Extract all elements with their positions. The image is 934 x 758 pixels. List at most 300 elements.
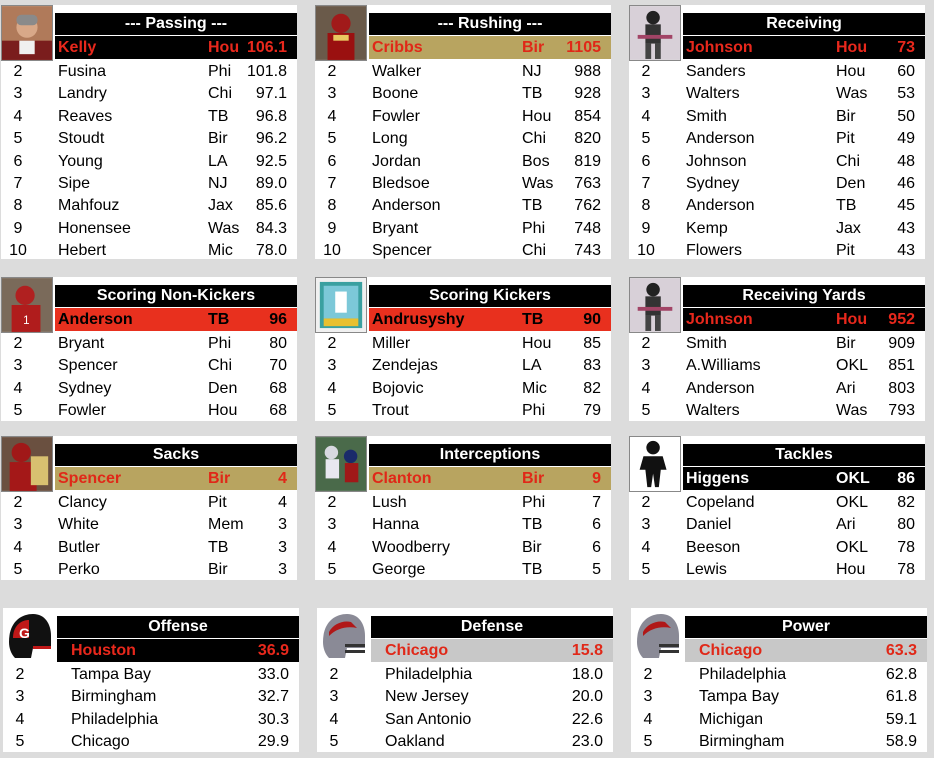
stat-value: 3 xyxy=(278,538,287,556)
rank: 4 xyxy=(13,379,23,397)
table-row[interactable] xyxy=(1,355,297,377)
stat-value: 793 xyxy=(888,402,915,420)
player-name: Hanna xyxy=(372,516,420,534)
stat-value: 4 xyxy=(278,494,287,511)
leader-row[interactable] xyxy=(683,308,925,331)
helmet-icon xyxy=(3,608,55,664)
player-photo-icon xyxy=(1,277,53,333)
player-photo-icon xyxy=(629,5,681,61)
table-row[interactable] xyxy=(1,218,297,240)
team: Bir xyxy=(208,130,228,148)
table-row[interactable] xyxy=(629,195,925,217)
team: Phi xyxy=(522,219,546,237)
table-row[interactable] xyxy=(629,106,925,128)
stat-value: 20.0 xyxy=(571,688,603,706)
table-row[interactable] xyxy=(629,378,925,400)
table-row[interactable] xyxy=(1,128,297,150)
leader-row[interactable] xyxy=(369,36,611,59)
table-row[interactable] xyxy=(315,83,611,105)
table-row[interactable] xyxy=(3,731,299,753)
player-name: Long xyxy=(372,130,408,148)
table-row[interactable] xyxy=(315,218,611,240)
player-name: Miller xyxy=(372,335,411,352)
receiving-panel xyxy=(629,5,925,259)
table-row[interactable] xyxy=(629,240,925,262)
player-name: Bledsoe xyxy=(372,174,430,192)
stat-value: 59.1 xyxy=(885,710,917,728)
stat-value: 58.9 xyxy=(885,733,917,751)
table-row[interactable] xyxy=(629,537,925,559)
svg-text:G: G xyxy=(19,625,30,641)
player-name: Butler xyxy=(58,538,100,556)
table-row[interactable] xyxy=(631,731,927,753)
rank: 8 xyxy=(13,197,23,215)
team: OKL xyxy=(836,357,869,375)
player-photo-icon xyxy=(315,5,367,61)
player-name: Anderson xyxy=(372,197,441,215)
table-row[interactable] xyxy=(1,195,297,217)
team: TB xyxy=(208,107,229,125)
player-name: Kemp xyxy=(686,219,728,237)
rank: 4 xyxy=(641,538,651,556)
player-name: Smith xyxy=(686,335,727,352)
leader-name: Chicago xyxy=(385,642,449,659)
table-row[interactable] xyxy=(631,664,927,686)
rank: 2 xyxy=(13,494,23,511)
player-name: A.Williams xyxy=(686,357,761,375)
helmet-icon xyxy=(317,608,369,664)
table-row[interactable] xyxy=(315,61,611,83)
player-photo-icon xyxy=(315,436,367,492)
rank: 5 xyxy=(327,561,337,579)
player-name: Perko xyxy=(58,561,100,579)
rank: 5 xyxy=(15,733,25,751)
leader-row[interactable] xyxy=(685,639,927,662)
player-name: Anderson xyxy=(686,197,755,215)
rank: 2 xyxy=(327,494,337,511)
team: Bir xyxy=(208,561,228,579)
rank: 6 xyxy=(641,152,651,170)
table-row[interactable] xyxy=(315,333,611,355)
rank: 7 xyxy=(641,174,651,192)
rank: 3 xyxy=(327,357,337,375)
stat-value: 763 xyxy=(574,174,601,192)
stat-value: 909 xyxy=(888,335,915,352)
table-row[interactable] xyxy=(315,492,611,514)
player-name: Sydney xyxy=(686,174,740,192)
team: Phi xyxy=(522,402,546,420)
leader-row[interactable] xyxy=(55,36,297,59)
panel-title: Scoring Non-Kickers xyxy=(55,285,297,307)
table-row[interactable] xyxy=(629,61,925,83)
stat-value: 762 xyxy=(574,197,601,215)
leader-value: 106.1 xyxy=(246,39,287,56)
stat-value: 49 xyxy=(897,130,915,148)
stat-value: 851 xyxy=(888,357,915,375)
stat-value: 6 xyxy=(592,516,601,534)
table-row[interactable] xyxy=(629,492,925,514)
table-row[interactable] xyxy=(629,151,925,173)
rank: 4 xyxy=(329,710,339,728)
player-name: Lush xyxy=(372,494,407,511)
table-row[interactable] xyxy=(1,492,297,514)
table-row[interactable] xyxy=(315,173,611,195)
table-row[interactable] xyxy=(315,106,611,128)
rank: 5 xyxy=(641,402,651,420)
rank: 2 xyxy=(329,666,339,683)
leader-value: 96 xyxy=(269,311,287,328)
player-name: Fowler xyxy=(372,107,421,125)
rank: 8 xyxy=(327,197,337,215)
player-name: Hebert xyxy=(58,242,107,260)
table-row[interactable] xyxy=(317,709,613,731)
table-row[interactable] xyxy=(315,537,611,559)
table-row[interactable] xyxy=(1,83,297,105)
player-name: Fowler xyxy=(58,402,107,420)
table-row[interactable] xyxy=(1,378,297,400)
team: Chi xyxy=(208,357,233,375)
table-row[interactable] xyxy=(629,83,925,105)
table-row[interactable] xyxy=(3,664,299,686)
table-row[interactable] xyxy=(629,333,925,355)
rank: 4 xyxy=(327,107,337,125)
stat-value: 53 xyxy=(897,85,915,103)
player-name: Bojovic xyxy=(372,379,424,397)
rank: 3 xyxy=(327,516,337,534)
helmet-icon xyxy=(631,608,683,664)
team: Chi xyxy=(208,85,233,103)
team: Jax xyxy=(836,219,861,237)
team: NJ xyxy=(208,174,228,192)
leader-name: Anderson xyxy=(58,311,133,328)
player-photo-icon xyxy=(629,277,681,333)
team: Hou xyxy=(522,335,552,352)
table-row[interactable] xyxy=(631,709,927,731)
passing-panel xyxy=(1,5,297,259)
team: Pit xyxy=(836,130,855,148)
table-row[interactable] xyxy=(1,240,297,262)
stat-value: 61.8 xyxy=(885,688,917,706)
team: Bir xyxy=(836,335,856,352)
player-name: Jordan xyxy=(372,152,421,170)
team: Bir xyxy=(836,107,856,125)
stat-value: 101.8 xyxy=(246,63,287,80)
player-name: Landry xyxy=(58,85,107,103)
player-name: Anderson xyxy=(686,130,755,148)
team: Mem xyxy=(208,516,244,534)
player-name: Zendejas xyxy=(372,357,438,375)
team: LA xyxy=(522,357,542,375)
stat-value: 78.0 xyxy=(255,242,287,260)
table-row[interactable] xyxy=(315,128,611,150)
table-row[interactable] xyxy=(631,686,927,708)
stat-value: 45 xyxy=(897,197,915,215)
offense-panel xyxy=(3,608,299,752)
stat-value: 82 xyxy=(583,379,601,397)
stat-value: 80 xyxy=(269,335,287,352)
rank: 2 xyxy=(15,666,25,683)
stat-value: 48 xyxy=(897,152,915,170)
rank: 4 xyxy=(15,710,25,728)
team: Chi xyxy=(836,152,861,170)
table-row[interactable] xyxy=(315,400,611,422)
table-row[interactable] xyxy=(629,218,925,240)
team: Ari xyxy=(836,516,856,534)
rank: 4 xyxy=(641,107,651,125)
rank: 2 xyxy=(327,63,337,80)
stat-value: 92.5 xyxy=(255,152,287,170)
table-row[interactable] xyxy=(315,355,611,377)
rank: 3 xyxy=(15,688,25,706)
trading-card-icon xyxy=(315,277,367,333)
table-row[interactable] xyxy=(315,240,611,262)
stat-rows xyxy=(315,492,611,582)
stat-rows xyxy=(629,492,925,582)
stat-value: 80 xyxy=(897,516,915,534)
leader-team: Hou xyxy=(836,39,868,56)
stat-rows xyxy=(3,664,299,754)
leader-row[interactable] xyxy=(369,467,611,490)
panel-title: Sacks xyxy=(55,444,297,466)
table-row[interactable] xyxy=(1,514,297,536)
rank: 4 xyxy=(13,538,23,556)
stat-rows xyxy=(317,664,613,754)
player-name: Woodberry xyxy=(372,538,450,556)
leader-name: Chicago xyxy=(699,642,763,659)
leader-row[interactable] xyxy=(369,308,611,331)
table-row[interactable] xyxy=(315,151,611,173)
rank: 4 xyxy=(13,107,23,125)
leader-name: Kelly xyxy=(58,39,97,56)
stat-value: 60 xyxy=(897,63,915,80)
sacks-panel xyxy=(1,436,297,580)
leader-team: Bir xyxy=(208,470,231,487)
team: TB xyxy=(522,197,543,215)
team: Pit xyxy=(208,494,227,511)
stat-value: 803 xyxy=(888,379,915,397)
stat-rows xyxy=(315,333,611,423)
stat-value: 18.0 xyxy=(571,666,603,683)
rank: 5 xyxy=(13,402,23,420)
panel-title: --- Passing --- xyxy=(55,13,297,35)
rank: 9 xyxy=(327,219,337,237)
rank: 8 xyxy=(641,197,651,215)
panel-title: Interceptions xyxy=(369,444,611,466)
stat-value: 743 xyxy=(574,242,601,260)
rank: 3 xyxy=(13,516,23,534)
leader-team: Bir xyxy=(522,39,545,56)
table-row[interactable] xyxy=(629,173,925,195)
team: LA xyxy=(208,152,228,170)
table-row[interactable] xyxy=(629,355,925,377)
team-name: Birmingham xyxy=(699,733,785,751)
stat-value: 32.7 xyxy=(257,688,289,706)
stat-value: 928 xyxy=(574,85,601,103)
player-photo-icon xyxy=(1,436,53,492)
table-row[interactable] xyxy=(315,378,611,400)
table-row[interactable] xyxy=(317,731,613,753)
rank: 5 xyxy=(327,130,337,148)
leader-team: Bir xyxy=(522,470,545,487)
stat-value: 84.3 xyxy=(255,219,287,237)
svg-text:1: 1 xyxy=(23,315,30,328)
rank: 6 xyxy=(13,152,23,170)
stat-value: 83 xyxy=(583,357,601,375)
player-name: Spencer xyxy=(58,357,118,375)
player-name: Honensee xyxy=(58,219,131,237)
player-name: Walker xyxy=(372,63,422,80)
leader-team: Hou xyxy=(836,311,868,328)
team: Was xyxy=(522,174,554,192)
table-row[interactable] xyxy=(315,514,611,536)
player-name: Copeland xyxy=(686,494,755,511)
player-name: Sanders xyxy=(686,63,746,80)
rank: 4 xyxy=(643,710,653,728)
team: Bos xyxy=(522,152,550,170)
player-name: Lewis xyxy=(686,561,727,579)
stat-value: 50 xyxy=(897,107,915,125)
rank: 3 xyxy=(641,516,651,534)
table-row[interactable] xyxy=(315,195,611,217)
stat-value: 78 xyxy=(897,561,915,579)
rank: 9 xyxy=(13,219,23,237)
player-name: Bryant xyxy=(58,335,105,352)
team: TB xyxy=(836,197,857,215)
rank: 2 xyxy=(643,666,653,683)
leader-name: Houston xyxy=(71,642,136,659)
player-name: Trout xyxy=(372,402,409,420)
defense-panel xyxy=(317,608,613,752)
table-row[interactable] xyxy=(3,709,299,731)
player-name: Boone xyxy=(372,85,419,103)
player-name: Daniel xyxy=(686,516,732,534)
stat-rows xyxy=(1,61,297,263)
table-row[interactable] xyxy=(317,664,613,686)
stat-value: 89.0 xyxy=(255,174,287,192)
stat-value: 68 xyxy=(269,379,287,397)
team: Hou xyxy=(836,63,866,80)
panel-title: Receiving Yards xyxy=(683,285,925,307)
scoring-non-kickers-panel xyxy=(1,277,297,421)
rank: 5 xyxy=(329,733,339,751)
rushing-panel xyxy=(315,5,611,259)
table-row[interactable] xyxy=(629,128,925,150)
leader-row[interactable] xyxy=(683,36,925,59)
player-name: Walters xyxy=(686,85,740,103)
table-row[interactable] xyxy=(1,333,297,355)
rank: 3 xyxy=(329,688,339,706)
team: TB xyxy=(522,85,543,103)
player-photo-icon xyxy=(1,5,53,61)
team-name: New Jersey xyxy=(385,688,469,706)
rank: 10 xyxy=(637,242,655,260)
stat-value: 85.6 xyxy=(255,197,287,215)
stat-value: 5 xyxy=(592,561,601,579)
table-row[interactable] xyxy=(1,173,297,195)
leader-row[interactable] xyxy=(683,467,925,490)
table-row[interactable] xyxy=(315,559,611,581)
table-row[interactable] xyxy=(1,151,297,173)
table-row[interactable] xyxy=(1,559,297,581)
team: Den xyxy=(836,174,866,192)
panel-title: Receiving xyxy=(683,13,925,35)
stat-value: 43 xyxy=(897,219,915,237)
stat-value: 79 xyxy=(583,402,601,420)
player-name: Fusina xyxy=(58,63,107,80)
leader-row[interactable] xyxy=(55,308,297,331)
stat-value: 68 xyxy=(269,402,287,420)
rank: 6 xyxy=(327,152,337,170)
leader-row[interactable] xyxy=(57,639,299,662)
rank: 4 xyxy=(327,379,337,397)
rank: 7 xyxy=(327,174,337,192)
team: Chi xyxy=(522,242,547,260)
player-name: Clancy xyxy=(58,494,107,511)
table-row[interactable] xyxy=(1,400,297,422)
leader-value: 952 xyxy=(888,311,915,328)
leader-name: Clanton xyxy=(372,470,432,487)
table-row[interactable] xyxy=(1,61,297,83)
stat-value: 70 xyxy=(269,357,287,375)
stat-value: 6 xyxy=(592,538,601,556)
player-name: Sydney xyxy=(58,379,112,397)
table-row[interactable] xyxy=(1,537,297,559)
stat-value: 3 xyxy=(278,516,287,534)
stat-value: 748 xyxy=(574,219,601,237)
player-name: Sipe xyxy=(58,174,91,192)
leader-name: Spencer xyxy=(58,470,122,487)
rank: 2 xyxy=(327,335,337,352)
rank: 3 xyxy=(13,357,23,375)
rank: 3 xyxy=(643,688,653,706)
stat-value: 22.6 xyxy=(571,710,603,728)
table-row[interactable] xyxy=(3,686,299,708)
stat-value: 854 xyxy=(574,107,601,125)
rank: 5 xyxy=(13,561,23,579)
table-row[interactable] xyxy=(1,106,297,128)
rank: 5 xyxy=(641,561,651,579)
team-name: Philadelphia xyxy=(699,666,787,683)
rank: 3 xyxy=(13,85,23,103)
player-name: Mahfouz xyxy=(58,197,120,215)
leader-value: 36.9 xyxy=(257,642,289,659)
table-row[interactable] xyxy=(317,686,613,708)
panel-title: Power xyxy=(685,616,927,638)
team-name: Tampa Bay xyxy=(699,688,780,706)
panel-title: Defense xyxy=(371,616,613,638)
table-row[interactable] xyxy=(629,559,925,581)
leader-row[interactable] xyxy=(55,467,297,490)
leader-name: Andrusyshy xyxy=(372,311,465,328)
leader-team: TB xyxy=(522,311,544,328)
table-row[interactable] xyxy=(629,514,925,536)
player-name: Johnson xyxy=(686,152,747,170)
rank: 7 xyxy=(13,174,23,192)
rank: 2 xyxy=(641,63,651,80)
table-row[interactable] xyxy=(629,400,925,422)
player-name: Anderson xyxy=(686,379,755,397)
rank: 5 xyxy=(641,130,651,148)
stat-rows xyxy=(629,61,925,263)
panel-title: Scoring Kickers xyxy=(369,285,611,307)
player-name: Walters xyxy=(686,402,740,420)
player-name: Bryant xyxy=(372,219,419,237)
player-name: Smith xyxy=(686,107,727,125)
leader-row[interactable] xyxy=(371,639,613,662)
stat-value: 85 xyxy=(583,335,601,352)
team-name: San Antonio xyxy=(385,710,472,728)
rank: 2 xyxy=(641,494,651,511)
